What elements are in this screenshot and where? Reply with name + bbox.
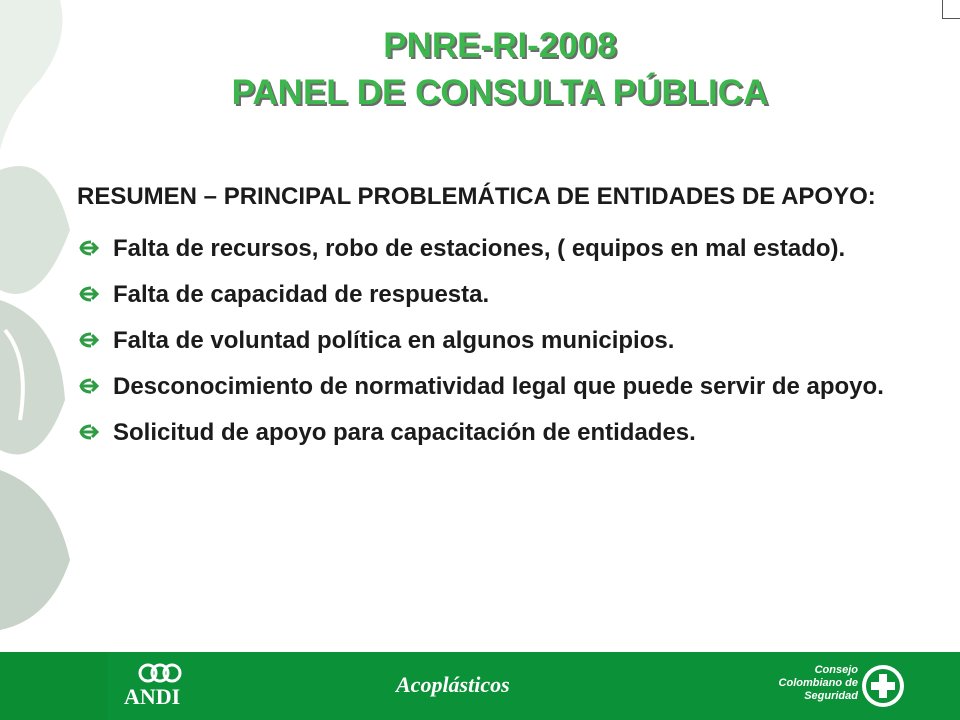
ccs-line-1: Consejo: [814, 664, 858, 676]
ccs-line-2: Colombiano de: [778, 677, 858, 689]
bullet-text: Falta de voluntad política en algunos municipios.: [113, 327, 675, 354]
bullet-text: Falta de recursos, robo de estaciones, ( equipos en mal estado).: [113, 235, 846, 262]
left-decoration: [0, 0, 80, 640]
corner-box: [942, 0, 960, 19]
bullet-item: [77, 416, 907, 450]
bullet-item: [77, 324, 907, 358]
bullet-text: Desconocimiento de normatividad legal que puede servir de apoyo.: [113, 373, 884, 400]
bullet-text: Solicitud de apoyo para capacitación de entidades.: [113, 419, 696, 446]
slide-content: [77, 180, 907, 462]
cross-logo-icon: [860, 663, 906, 709]
arrow-bullet-icon: [77, 286, 99, 302]
title-line-2: PANEL DE CONSULTA PÚBLICA: [231, 73, 769, 112]
bullet-text: Falta de capacidad de respuesta.: [113, 281, 490, 308]
slide-title: [140, 22, 860, 116]
arrow-bullet-icon: [77, 424, 99, 440]
title-line-1: PNRE-RI-2008: [383, 26, 617, 65]
arrow-bullet-icon: [77, 240, 99, 256]
andi-logo-icon: [136, 662, 184, 684]
bullet-item: [77, 232, 907, 266]
bullet-item: [77, 278, 907, 312]
footer-left-panel: [0, 652, 108, 720]
bullet-item: [77, 370, 907, 404]
ccs-logo-text: [770, 664, 858, 703]
acoplasticos-logo: Acoplásticos: [396, 672, 510, 697]
intro-text: RESUMEN – PRINCIPAL PROBLEMÁTICA DE ENTIDADES DE APOYO:: [77, 183, 876, 210]
arrow-bullet-icon: [77, 378, 99, 394]
arrow-bullet-icon: [77, 332, 99, 348]
andi-logo: [118, 660, 208, 716]
ccs-line-3: Seguridad: [804, 690, 858, 702]
andi-label: ANDI: [124, 684, 181, 709]
